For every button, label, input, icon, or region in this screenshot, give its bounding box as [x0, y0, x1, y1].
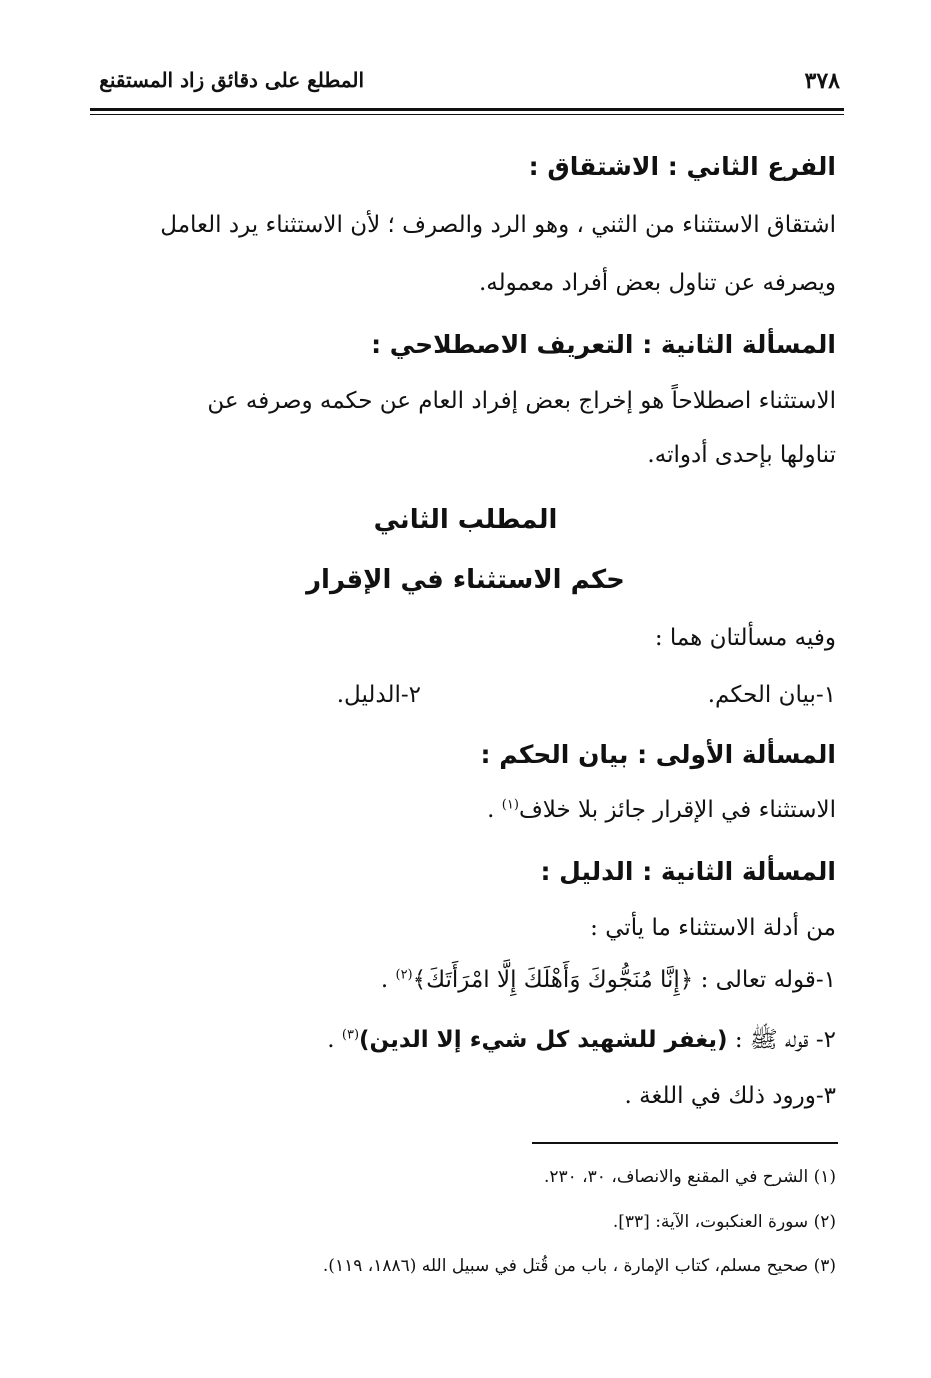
- footnote-ref-1: (١): [501, 797, 519, 813]
- intro-text: وفيه مسألتان هما :: [654, 625, 836, 651]
- ruling-statement: الاستثناء في الإقرار جائز بلا خلاف: [518, 797, 836, 823]
- footnote-1: (١) الشرح في المقنع والانصاف، ٣٠، ٢٣٠.: [543, 1167, 836, 1187]
- evidence-item-1: [91, 967, 836, 993]
- evidence-1-end: .: [380, 967, 396, 993]
- heading-derivation: الفرع الثاني : الاشتقاق :: [528, 152, 836, 181]
- paragraph-definition-line-1: الاستثناء اصطلاحاً هو إخراج بعض إفراد العام عن حكمه وصرفه عن: [207, 388, 836, 414]
- ruling-text: [91, 797, 836, 823]
- header-rule-thin: [90, 114, 844, 115]
- evidence-1-prefix: ١-قوله تعالى :: [693, 967, 836, 993]
- section-subtitle: حكم الاستثناء في الإقرار: [306, 565, 625, 595]
- quran-quote: ﴿إِنَّا مُنَجُّوكَ وَأَهْلَكَ إِلَّا امْرَأَتَكَ﴾: [412, 967, 694, 993]
- evidence-item-2: [91, 1025, 836, 1059]
- evidence-item-3: ٣-ورود ذلك في اللغة .: [624, 1083, 836, 1109]
- ruling-end: .: [487, 797, 502, 823]
- heading-technical-definition: المسألة الثانية : التعريف الاصطلاحي :: [371, 330, 836, 359]
- footnote-ref-3: (٣): [341, 1027, 360, 1043]
- footnote-3: (٣) صحيح مسلم، كتاب الإمارة ، باب من قُتل في سبيل الله (١٨٨٦، ١١٩).: [322, 1256, 836, 1276]
- heading-second-issue: المسألة الثانية : الدليل :: [540, 857, 836, 886]
- evidence-2-prefix: ٢- قوله ﷺ :: [727, 1027, 836, 1053]
- book-title: المطلع على دقائق زاد المستقنع: [99, 68, 364, 92]
- evidence-intro: من أدلة الاستثناء ما يأتي :: [590, 915, 836, 941]
- footnote-2: (٢) سورة العنكبوت، الآية: [٣٣].: [612, 1212, 836, 1232]
- list-item-ruling: ١-بيان الحكم.: [707, 682, 836, 708]
- paragraph-derivation-line-2: ويصرفه عن تناول بعض أفراد معموله.: [478, 270, 836, 296]
- running-header: [90, 68, 844, 108]
- paragraph-definition-line-2: تناولها بإحدى أدواته.: [647, 442, 836, 468]
- heading-first-issue: المسألة الأولى : بيان الحكم :: [480, 740, 836, 769]
- evidence-2-end: .: [327, 1027, 342, 1053]
- hadith-quote: (يغفر للشهيد كل شيء إلا الدين): [359, 1027, 728, 1053]
- page-number: ٣٧٨: [804, 68, 840, 94]
- paragraph-derivation-line-1: اشتقاق الاستثناء من الثني ، وهو الرد والصرف ؛ لأن الاستثناء يرد العامل: [160, 212, 836, 238]
- footnote-separator: [532, 1142, 838, 1144]
- footnote-ref-2: (٢): [395, 967, 413, 983]
- list-item-evidence: ٢-الدليل.: [336, 682, 421, 708]
- section-title: المطلب الثاني: [373, 505, 558, 535]
- header-rule-thick: [90, 108, 844, 111]
